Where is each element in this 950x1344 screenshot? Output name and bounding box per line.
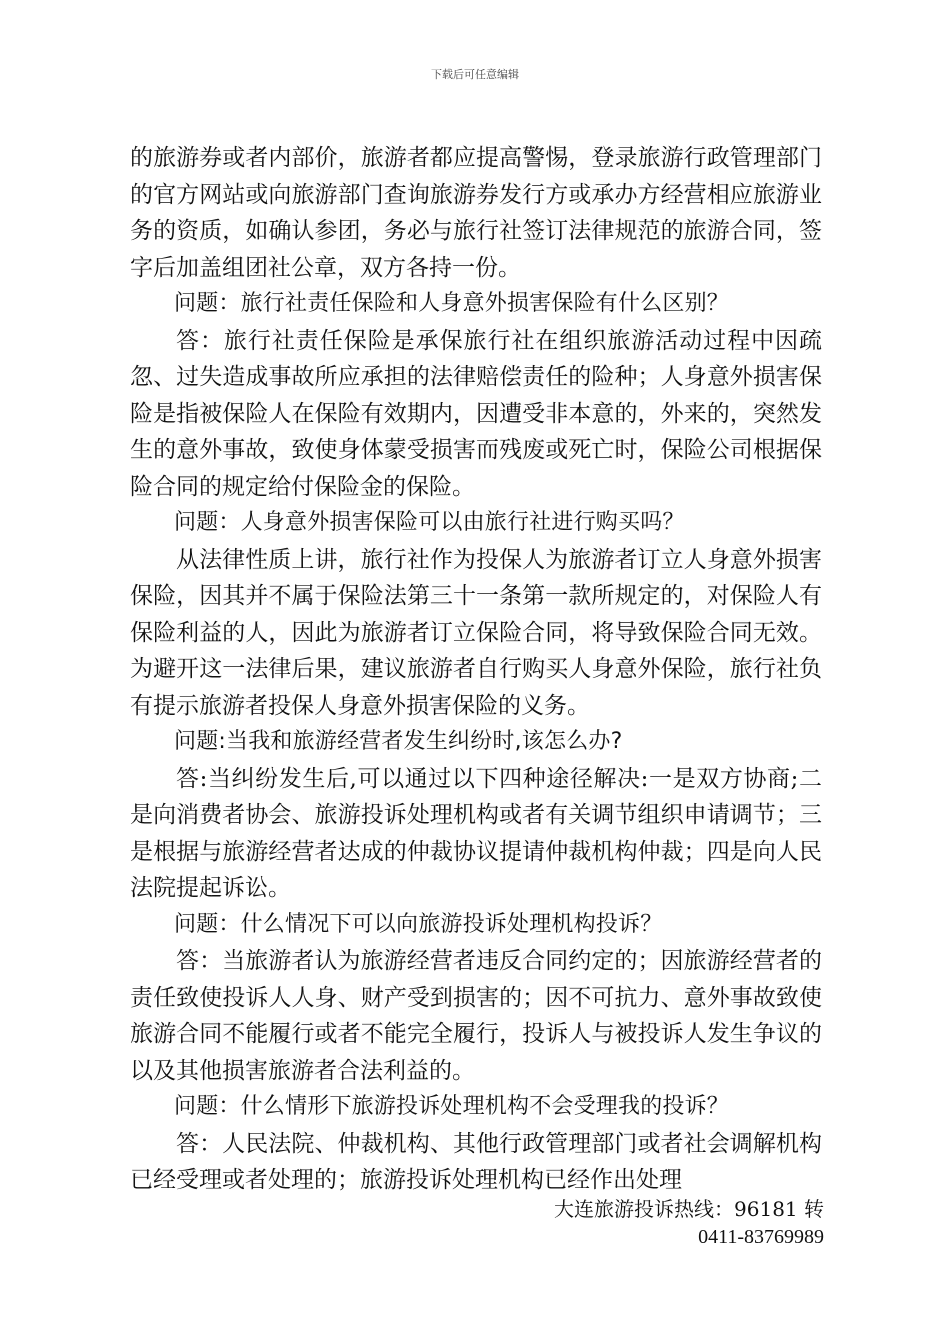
question-heading: 问题：人身意外损害保险可以由旅行社进行购买吗？	[174, 510, 685, 535]
page-header-note: 下载后可任意编辑	[431, 68, 519, 81]
hotline-label: 大连旅游投诉热线：96181 转	[554, 1197, 824, 1221]
document-body	[130, 140, 822, 1199]
hotline-block	[554, 1195, 824, 1251]
answer-paragraph: 答:当纠纷发生后,可以通过以下四种途径解决:一是双方协商;二是向消费者协会、旅游投诉处理机构或者有关调节组织申请调节；三是根据与旅游经营者达成的仲裁协议提请仲裁机构仲裁；四是向人民法院提起诉讼。	[130, 765, 822, 901]
hotline-number: 0411-83769989	[698, 1226, 824, 1248]
question-heading: 问题：什么情况下可以向旅游投诉处理机构投诉？	[174, 911, 663, 937]
answer-paragraph: 答：人民法院、仲裁机构、其他行政管理部门或者社会调解机构已经受理或者处理的；旅游投诉处理机构已经作出处理	[130, 1130, 822, 1193]
question-heading: 问题:当我和旅游经营者发生纠纷时,该怎么办?	[174, 729, 623, 754]
question-heading: 问题：什么情形下旅游投诉处理机构不会受理我的投诉？	[174, 1094, 730, 1119]
answer-paragraph: 答：旅行社责任保险是承保旅行社在组织旅游活动过程中因疏忽、过失造成事故所应承担的法律赔偿责任的险种；人身意外损害保险是指被保险人在保险有效期内，因遭受非本意的，外来的，突然发生的意外事故，致使身体蒙受损害而残废或死亡时，保险公司根据保险合同的规定给付保险金的保险。	[130, 327, 822, 500]
answer-paragraph: 答：当旅游者认为旅游经营者违反合同约定的；因旅游经营者的责任致使投诉人人身、财产受到损害的；因不可抗力、意外事故致使旅游合同不能履行或者不能完全履行，投诉人与被投诉人发生争议的以及其他损害旅游者合法利益的。	[130, 948, 822, 1084]
answer-paragraph: 从法律性质上讲，旅行社作为投保人为旅游者订立人身意外损害保险，因其并不属于保险法第三十一条第一款所规定的，对保险人有保险利益的人，因此为旅游者订立保险合同，将导致保险合同无效。为避开这一法律后果，建议旅游者自行购买人身意外保险，旅行社负有提示旅游者投保人身意外损害保险的义务。	[130, 546, 822, 719]
question-heading: 问题：旅行社责任保险和人身意外损害保险有什么区别？	[174, 291, 730, 316]
paragraph-continued: 的旅游券或者内部价，旅游者都应提高警惕，登录旅游行政管理部门的官方网站或向旅游部门查询旅游券发行方或承办方经营相应旅游业务的资质，如确认参团，务必与旅行社签订法律规范的旅游合同，签字后加盖组团社公章，双方各持一份。	[130, 145, 822, 281]
